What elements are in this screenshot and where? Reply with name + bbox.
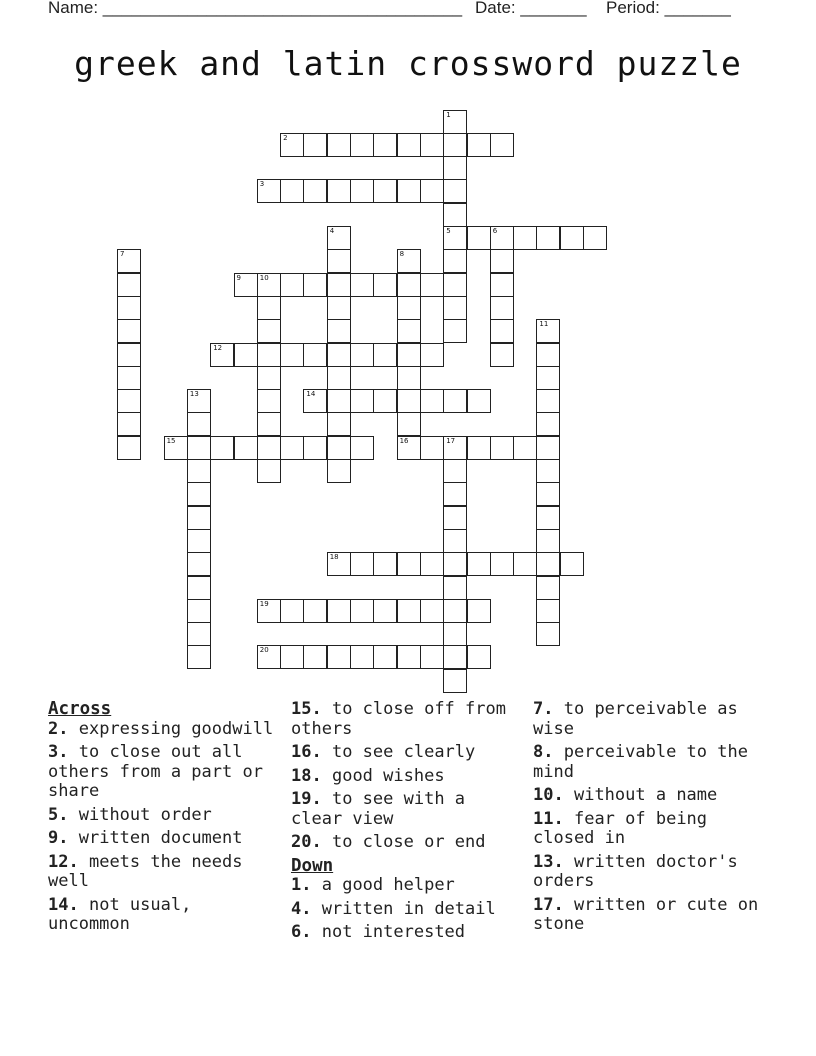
grid-cell[interactable] xyxy=(467,599,491,623)
grid-cell[interactable] xyxy=(536,319,560,343)
grid-cell[interactable] xyxy=(327,436,351,460)
name-field[interactable]: Name: ______________________________________ xyxy=(48,0,463,17)
grid-cell[interactable] xyxy=(420,599,444,623)
grid-cell[interactable] xyxy=(350,389,374,413)
grid-cell[interactable] xyxy=(490,552,514,576)
clue-across-16: 16. to see clearly xyxy=(291,742,476,762)
grid-cell[interactable] xyxy=(397,645,421,669)
grid-cell[interactable] xyxy=(257,459,281,483)
grid-cell[interactable] xyxy=(536,436,560,460)
grid-cell[interactable] xyxy=(397,296,421,320)
grid-cell[interactable] xyxy=(303,389,327,413)
grid-cell[interactable] xyxy=(467,133,491,157)
grid-cell[interactable] xyxy=(303,436,327,460)
grid-cell[interactable] xyxy=(420,273,444,297)
grid-cell[interactable] xyxy=(234,273,258,297)
grid-cell[interactable] xyxy=(490,436,514,460)
clue-number: 8 xyxy=(399,250,405,259)
grid-cell[interactable] xyxy=(257,412,281,436)
grid-cell[interactable] xyxy=(234,343,258,367)
grid-cell[interactable] xyxy=(443,599,467,623)
clue-number: 18 xyxy=(329,553,339,562)
grid-cell[interactable] xyxy=(443,156,467,180)
clue-number: 2 xyxy=(283,133,288,142)
grid-cell[interactable] xyxy=(536,459,560,483)
grid-cell[interactable] xyxy=(443,226,467,250)
grid-cell[interactable] xyxy=(327,645,351,669)
clue-down-17: 17. written or cute on stone xyxy=(533,894,759,934)
grid-cell[interactable] xyxy=(490,273,514,297)
grid-cell[interactable] xyxy=(420,389,444,413)
grid-cell[interactable] xyxy=(443,110,467,134)
clue-across-12: 12. meets the needs well xyxy=(48,851,243,891)
grid-cell[interactable] xyxy=(536,622,560,646)
grid-cell[interactable] xyxy=(373,343,397,367)
clue-across-18: 18. good wishes xyxy=(291,765,445,786)
grid-cell[interactable] xyxy=(397,319,421,343)
clue-number: 14 xyxy=(306,390,316,399)
grid-cell[interactable] xyxy=(536,576,560,600)
grid-cell[interactable] xyxy=(303,133,327,157)
grid-cell[interactable] xyxy=(536,599,560,623)
grid-cell[interactable] xyxy=(397,179,421,203)
grid-cell[interactable] xyxy=(467,436,491,460)
grid-cell[interactable] xyxy=(443,389,467,413)
grid-cell[interactable] xyxy=(490,343,514,367)
grid-cell[interactable] xyxy=(280,645,304,669)
grid-cell[interactable] xyxy=(443,459,467,483)
grid-cell[interactable] xyxy=(187,645,211,669)
grid-cell[interactable] xyxy=(257,296,281,320)
grid-cell[interactable] xyxy=(467,226,491,250)
grid-cell[interactable] xyxy=(536,366,560,390)
clue-number: 16 xyxy=(399,436,409,445)
grid-cell[interactable] xyxy=(350,343,374,367)
grid-cell[interactable] xyxy=(397,436,421,460)
grid-cell[interactable] xyxy=(327,319,351,343)
grid-cell[interactable] xyxy=(327,249,351,273)
clue-number: 9 xyxy=(236,273,241,282)
clue-across-15: 15. to close off from others xyxy=(291,699,506,739)
grid-cell[interactable] xyxy=(257,599,281,623)
grid-cell[interactable] xyxy=(257,645,281,669)
grid-cell[interactable] xyxy=(187,436,211,460)
grid-cell[interactable] xyxy=(257,179,281,203)
grid-cell[interactable] xyxy=(397,599,421,623)
grid-cell[interactable] xyxy=(117,343,141,367)
grid-cell[interactable] xyxy=(187,459,211,483)
grid-cell[interactable] xyxy=(443,203,467,227)
grid-cell[interactable] xyxy=(513,552,537,576)
clue-down-1: 1. a good helper xyxy=(291,875,455,895)
grid-cell[interactable] xyxy=(373,552,397,576)
grid-cell[interactable] xyxy=(303,599,327,623)
grid-cell[interactable] xyxy=(490,133,514,157)
grid-cell[interactable] xyxy=(327,412,351,436)
grid-cell[interactable] xyxy=(117,249,141,273)
grid-cell[interactable] xyxy=(560,226,584,250)
grid-cell[interactable] xyxy=(397,133,421,157)
grid-cell[interactable] xyxy=(373,179,397,203)
grid-cell[interactable] xyxy=(443,645,467,669)
grid-cell[interactable] xyxy=(210,343,234,367)
grid-cell[interactable] xyxy=(280,133,304,157)
grid-cell[interactable] xyxy=(117,319,141,343)
clue-number: 4 xyxy=(329,227,335,235)
grid-cell[interactable] xyxy=(327,226,351,250)
grid-cell[interactable] xyxy=(187,412,211,436)
grid-cell[interactable] xyxy=(327,459,351,483)
grid-cell[interactable] xyxy=(327,599,351,623)
grid-cell[interactable] xyxy=(327,133,351,157)
clue-number: 11 xyxy=(539,320,549,329)
clues-column-1 xyxy=(48,700,280,939)
grid-cell[interactable] xyxy=(327,366,351,390)
grid-cell[interactable] xyxy=(536,226,560,250)
grid-cell[interactable] xyxy=(443,436,467,460)
grid-cell[interactable] xyxy=(536,506,560,530)
clue-number: 17 xyxy=(446,436,456,445)
clue-number: 7 xyxy=(120,250,125,259)
grid-cell[interactable] xyxy=(490,296,514,320)
grid-cell[interactable] xyxy=(350,436,374,460)
grid-cell[interactable] xyxy=(117,412,141,436)
grid-cell[interactable] xyxy=(187,552,211,576)
grid-cell[interactable] xyxy=(327,179,351,203)
clue-number: 13 xyxy=(189,390,199,399)
clue-across-3: 3. to close out all others from a part or share xyxy=(48,742,263,801)
grid-cell[interactable] xyxy=(117,389,141,413)
grid-cell[interactable] xyxy=(327,343,351,367)
grid-cell[interactable] xyxy=(257,389,281,413)
grid-cell[interactable] xyxy=(327,552,351,576)
clue-number: 5 xyxy=(446,227,451,235)
grid-cell[interactable] xyxy=(443,273,467,297)
grid-cell[interactable] xyxy=(350,179,374,203)
clues-column-3 xyxy=(533,700,773,939)
puzzle-title: greek and latin crossword puzzle xyxy=(74,44,742,83)
grid-cell[interactable] xyxy=(327,273,351,297)
grid-cell[interactable] xyxy=(350,599,374,623)
clue-down-8: 8. perceivable to the mind xyxy=(533,742,748,782)
grid-cell[interactable] xyxy=(303,645,327,669)
grid-cell[interactable] xyxy=(536,389,560,413)
clues-column-2 xyxy=(291,700,523,947)
date-field[interactable]: Date: _______ xyxy=(475,0,587,17)
grid-cell[interactable] xyxy=(420,133,444,157)
grid-cell[interactable] xyxy=(490,319,514,343)
grid-cell[interactable] xyxy=(187,599,211,623)
grid-cell[interactable] xyxy=(420,179,444,203)
grid-cell[interactable] xyxy=(583,226,607,250)
clue-across-14: 14. not usual, uncommon xyxy=(48,894,192,934)
grid-cell[interactable] xyxy=(443,622,467,646)
clue-across-20: 20. to close or end xyxy=(291,832,486,852)
grid-cell[interactable] xyxy=(397,552,421,576)
clue-number: 15 xyxy=(166,436,176,445)
clue-across-19: 19. to see with a clear view xyxy=(291,789,466,829)
grid-cell[interactable] xyxy=(397,273,421,297)
grid-cell[interactable] xyxy=(280,343,304,367)
period-field[interactable]: Period: _______ xyxy=(606,0,731,17)
grid-cell[interactable] xyxy=(373,599,397,623)
grid-cell[interactable] xyxy=(350,273,374,297)
grid-cell[interactable] xyxy=(303,343,327,367)
clue-across-5: 5. without order xyxy=(48,804,212,825)
grid-cell[interactable] xyxy=(536,482,560,506)
clue-number: 1 xyxy=(446,110,451,119)
grid-cell[interactable] xyxy=(420,436,444,460)
grid-cell[interactable] xyxy=(117,273,141,297)
clue-across-9: 9. written document xyxy=(48,828,243,848)
grid-cell[interactable] xyxy=(257,366,281,390)
grid-cell[interactable] xyxy=(443,669,467,693)
clue-down-7: 7. to perceivable as wise xyxy=(533,699,738,739)
grid-cell[interactable] xyxy=(397,249,421,273)
grid-cell[interactable] xyxy=(303,179,327,203)
clue-number: 19 xyxy=(259,599,269,608)
down-heading: Down xyxy=(291,855,334,876)
grid-cell[interactable] xyxy=(397,366,421,390)
grid-cell[interactable] xyxy=(187,389,211,413)
grid-cell[interactable] xyxy=(443,552,467,576)
clue-down-11: 11. fear of being closed in xyxy=(533,808,708,848)
grid-cell[interactable] xyxy=(257,436,281,460)
grid-cell[interactable] xyxy=(443,506,467,530)
clue-down-4: 4. written in detail xyxy=(291,898,496,919)
grid-cell[interactable] xyxy=(164,436,188,460)
grid-cell[interactable] xyxy=(187,506,211,530)
grid-cell[interactable] xyxy=(187,622,211,646)
grid-cell[interactable] xyxy=(490,249,514,273)
clue-down-6: 6. not interested xyxy=(291,922,466,942)
grid-cell[interactable] xyxy=(397,389,421,413)
grid-cell[interactable] xyxy=(467,389,491,413)
grid-cell[interactable] xyxy=(257,319,281,343)
grid-cell[interactable] xyxy=(513,436,537,460)
grid-cell[interactable] xyxy=(467,645,491,669)
grid-cell[interactable] xyxy=(117,366,141,390)
grid-cell[interactable] xyxy=(443,576,467,600)
grid-cell[interactable] xyxy=(187,529,211,553)
grid-cell[interactable] xyxy=(327,296,351,320)
clue-number: 20 xyxy=(259,646,269,655)
grid-cell[interactable] xyxy=(443,133,467,157)
grid-cell[interactable] xyxy=(234,436,258,460)
grid-cell[interactable] xyxy=(350,552,374,576)
grid-cell[interactable] xyxy=(443,296,467,320)
clue-down-10: 10. without a name xyxy=(533,785,718,805)
grid-cell[interactable] xyxy=(560,552,584,576)
grid-cell[interactable] xyxy=(443,319,467,343)
grid-cell[interactable] xyxy=(117,436,141,460)
grid-cell[interactable] xyxy=(490,226,514,250)
clue-across-2: 2. expressing goodwill xyxy=(48,718,274,739)
grid-cell[interactable] xyxy=(420,343,444,367)
clue-down-13: 13. written doctor's orders xyxy=(533,851,738,891)
grid-cell[interactable] xyxy=(350,645,374,669)
grid-cell[interactable] xyxy=(443,249,467,273)
grid-cell[interactable] xyxy=(257,343,281,367)
grid-cell[interactable] xyxy=(420,552,444,576)
grid-cell[interactable] xyxy=(420,645,444,669)
grid-cell[interactable] xyxy=(187,576,211,600)
grid-cell[interactable] xyxy=(467,552,491,576)
grid-cell[interactable] xyxy=(397,343,421,367)
grid-cell[interactable] xyxy=(536,343,560,367)
grid-cell[interactable] xyxy=(536,529,560,553)
grid-cell[interactable] xyxy=(280,599,304,623)
grid-cell[interactable] xyxy=(187,482,211,506)
clue-number: 6 xyxy=(492,227,498,235)
grid-cell[interactable] xyxy=(373,389,397,413)
grid-cell[interactable] xyxy=(536,412,560,436)
grid-cell[interactable] xyxy=(280,179,304,203)
clue-number: 12 xyxy=(213,343,223,352)
across-heading: Across xyxy=(48,699,112,719)
clue-number: 10 xyxy=(259,273,269,282)
grid-cell[interactable] xyxy=(280,273,304,297)
grid-cell[interactable] xyxy=(117,296,141,320)
grid-cell[interactable] xyxy=(443,529,467,553)
grid-cell[interactable] xyxy=(327,389,351,413)
grid-cell[interactable] xyxy=(513,226,537,250)
grid-cell[interactable] xyxy=(257,273,281,297)
grid-cell[interactable] xyxy=(443,179,467,203)
grid-cell[interactable] xyxy=(536,552,560,576)
grid-cell[interactable] xyxy=(303,273,327,297)
grid-cell[interactable] xyxy=(280,436,304,460)
grid-cell[interactable] xyxy=(373,645,397,669)
grid-cell[interactable] xyxy=(397,412,421,436)
grid-cell[interactable] xyxy=(373,133,397,157)
grid-cell[interactable] xyxy=(443,482,467,506)
clue-number: 3 xyxy=(259,180,265,189)
grid-cell[interactable] xyxy=(373,273,397,297)
grid-cell[interactable] xyxy=(350,133,374,157)
grid-cell[interactable] xyxy=(210,436,234,460)
